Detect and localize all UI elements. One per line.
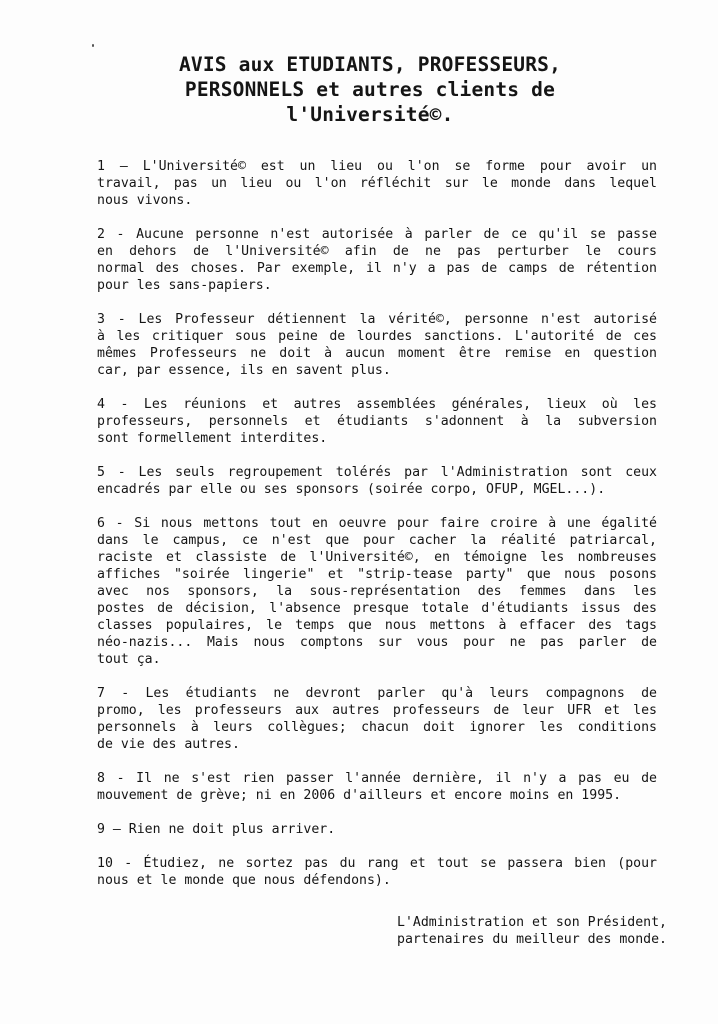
- paragraph-6: [97, 515, 657, 668]
- text-line: mêmes Professeurs ne doit à aucun moment être remise en question: [97, 346, 657, 361]
- text-line: de vie des autres.: [97, 737, 240, 752]
- text-line: mouvement de grève; ni en 2006 d'ailleurs et encore moins en 1995.: [97, 788, 622, 803]
- text-line: 9 – Rien ne doit plus arriver.: [97, 822, 336, 837]
- text-line: 10 - Étudiez, ne sortez pas du rang et tout se passera bien (pour: [97, 856, 657, 871]
- title-line: AVIS aux ETUDIANTS, PROFESSEURS,: [178, 53, 562, 76]
- text-line: 3 - Les Professeur détiennent la vérité©, personne n'est autorisé: [97, 312, 657, 327]
- text-line: dans le campus, ce n'est que pour cacher la réalité patriarcal,: [97, 533, 657, 548]
- text-line: à les critiquer sous peine de lourdes sanctions. L'autorité de ces: [97, 329, 657, 344]
- text-line: pour les sans-papiers.: [97, 278, 272, 293]
- text-line: postes de décision, l'absence presque totale d'étudiants issus des: [97, 601, 657, 616]
- signature-line: L'Administration et son Président,: [397, 915, 667, 930]
- text-line: affiches "soirée lingerie" et "strip-tease party" que nous posons: [97, 567, 657, 582]
- text-line: néo-nazis... Mais nous comptons sur vous pour ne pas parler de: [97, 635, 657, 650]
- paragraph-7: [97, 685, 657, 753]
- text-line: classes populaires, le temps que nous mettons à effacer des tags: [97, 618, 657, 633]
- signature-block: [300, 914, 667, 948]
- text-line: 6 - Si nous mettons tout en oeuvre pour faire croire à une égalité: [97, 516, 657, 531]
- document-title: [70, 52, 670, 127]
- paragraph-8: [97, 770, 657, 804]
- paragraph-1: [97, 158, 657, 209]
- paragraph-3: [97, 311, 657, 379]
- text-line: sont formellement interdites.: [97, 431, 328, 446]
- text-line: raciste et classiste de l'Université©, en témoigne les nombreuses: [97, 550, 657, 565]
- scan-speck: [92, 44, 94, 47]
- document-body: [97, 158, 657, 906]
- text-line: avec nos sponsors, la sous-représentation des femmes dans les: [97, 584, 657, 599]
- title-line: l'Université©.: [286, 103, 454, 126]
- text-line: professeurs, personnels et étudiants s'adonnent à la subversion: [97, 414, 657, 429]
- title-line: PERSONNELS et autres clients de: [184, 78, 556, 101]
- text-line: 1 – L'Université© est un lieu ou l'on se forme pour avoir un: [97, 159, 657, 174]
- text-line: personnels à leurs collègues; chacun doit ignorer les conditions: [97, 720, 657, 735]
- text-line: normal des choses. Par exemple, il n'y a pas de camps de rétention: [97, 261, 657, 276]
- text-line: car, par essence, ils en savent plus.: [97, 363, 391, 378]
- text-line: 2 - Aucune personne n'est autorisée à parler de ce qu'il se passe: [97, 227, 657, 242]
- text-line: 7 - Les étudiants ne devront parler qu'à leurs compagnons de: [97, 686, 657, 701]
- text-line: promo, les professeurs aux autres professeurs de leur UFR et les: [97, 703, 657, 718]
- text-line: 8 - Il ne s'est rien passer l'année dernière, il n'y a pas eu de: [97, 771, 657, 786]
- text-line: 4 - Les réunions et autres assemblées générales, lieux où les: [97, 397, 657, 412]
- text-line: en dehors de l'Université© afin de ne pas perturber le cours: [97, 244, 657, 259]
- signature-line: partenaires du meilleur des monde.: [397, 932, 667, 947]
- text-line: tout ça.: [97, 652, 161, 667]
- text-line: nous et le monde que nous défendons).: [97, 873, 391, 888]
- text-line: nous vivons.: [97, 193, 193, 208]
- paragraph-10: [97, 855, 657, 889]
- text-line: encadrés par elle ou ses sponsors (soirée corpo, OFUP, MGEL...).: [97, 482, 606, 497]
- paragraph-9: [97, 821, 657, 838]
- paragraph-4: [97, 396, 657, 447]
- text-line: 5 - Les seuls regroupement tolérés par l'Administration sont ceux: [97, 465, 657, 480]
- paragraph-5: [97, 464, 657, 498]
- paragraph-2: [97, 226, 657, 294]
- text-line: travail, pas un lieu ou l'on réfléchit sur le monde dans lequel: [97, 176, 657, 191]
